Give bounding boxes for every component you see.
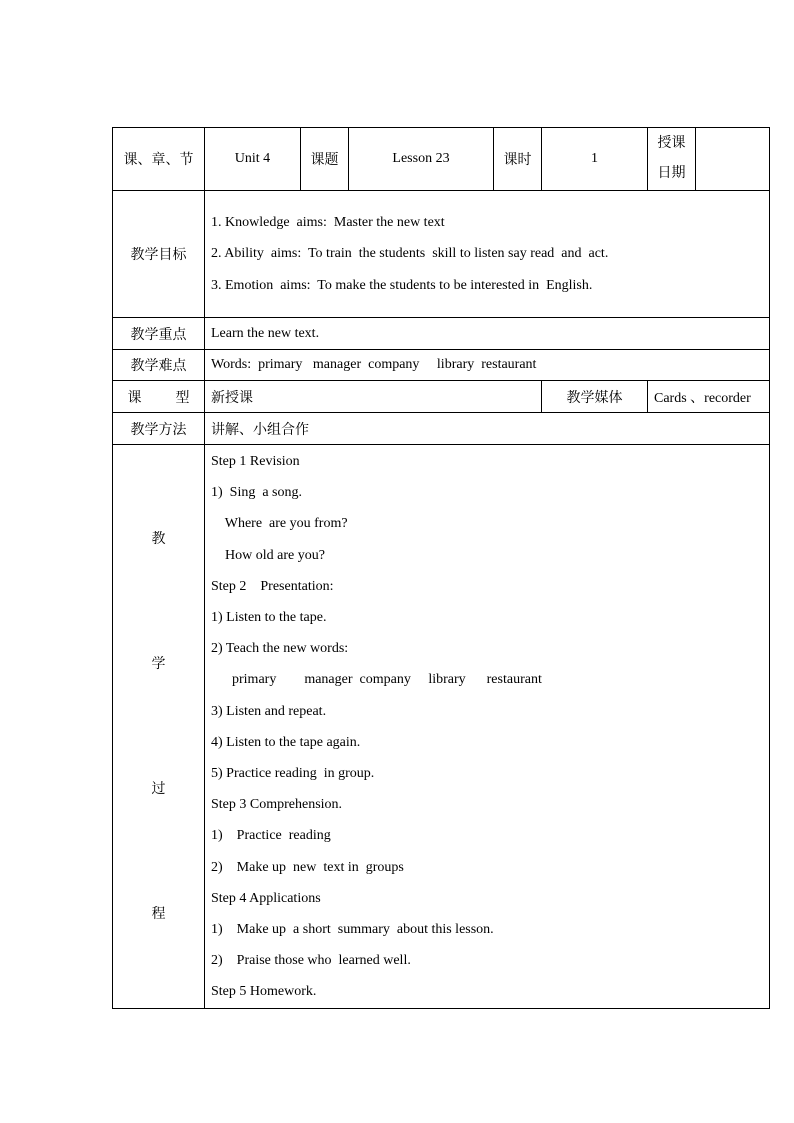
lesson-plan-table — [112, 127, 770, 1009]
process-line: 1) Make up a short summary about this lesson. — [211, 922, 494, 938]
difficulties-label: 教学难点 — [113, 350, 205, 381]
methods-value: 讲解、小组合作 — [205, 413, 770, 445]
process-line: How old are you? — [211, 547, 325, 563]
difficulties-row — [113, 350, 770, 381]
objective-line: 1. Knowledge aims: Master the new text — [211, 214, 445, 230]
process-line: 5) Practice reading in group. — [211, 766, 375, 782]
process-label-char: 教 — [151, 531, 166, 547]
methods-row — [113, 413, 770, 445]
date-label-line-2: 日期 — [657, 166, 686, 181]
process-line: 2) Teach the new words: — [211, 641, 349, 657]
period-value: 1 — [542, 128, 648, 191]
unit-value: Unit 4 — [205, 128, 301, 191]
section-label: 课、章、节 — [113, 128, 205, 191]
process-line: Step 1 Revision — [211, 454, 300, 469]
period-label: 课时 — [494, 128, 542, 191]
process-line: 1) Sing a song. — [211, 485, 302, 501]
process-line: 3) Listen and repeat. — [211, 703, 327, 719]
lesson-type-row — [113, 381, 770, 413]
process-label-char: 学 — [151, 656, 166, 672]
date-label-line-1: 授课 — [657, 136, 686, 151]
media-label: 教学媒体 — [542, 381, 648, 413]
date-label — [648, 128, 696, 191]
key-points-row — [113, 318, 770, 350]
process-label-char: 过 — [151, 781, 166, 797]
process-line: 1) Practice reading — [211, 828, 331, 844]
process-label-char: 程 — [151, 906, 166, 922]
process-line: Step 3 Comprehension. — [211, 797, 343, 813]
process-line: 2) Make up new text in groups — [211, 859, 404, 875]
process-content — [205, 445, 770, 1009]
lesson-type-value: 新授课 — [205, 381, 542, 413]
key-points-value: Learn the new text. — [205, 318, 770, 350]
topic-label: 课题 — [301, 128, 349, 191]
objectives-content — [205, 191, 770, 318]
objectives-row — [113, 191, 770, 318]
difficulties-value: Words: primary manager company library restaurant — [205, 350, 770, 381]
process-line: primary manager company library restaurant — [211, 672, 542, 688]
lesson-type-label-char-2: 型 — [175, 390, 190, 406]
process-row — [113, 445, 770, 1009]
process-label-chars — [113, 446, 204, 1007]
process-line: Where are you from? — [211, 516, 348, 532]
process-line: 1) Listen to the tape. — [211, 610, 327, 626]
objective-line: 3. Emotion aims: To make the students to be interested in English. — [211, 277, 593, 293]
process-line: Step 5 Homework. — [211, 984, 317, 1000]
key-points-label: 教学重点 — [113, 318, 205, 350]
process-line: Step 4 Applications — [211, 890, 321, 906]
lesson-type-label-char-1: 课 — [127, 390, 142, 406]
date-value — [696, 128, 770, 191]
methods-label: 教学方法 — [113, 413, 205, 445]
lesson-value: Lesson 23 — [349, 128, 494, 191]
process-line: 4) Listen to the tape again. — [211, 734, 361, 750]
process-line: 2) Praise those who learned well. — [211, 953, 411, 969]
process-label — [113, 445, 205, 1009]
process-line: Step 2 Presentation: — [211, 578, 334, 594]
header-row — [113, 128, 770, 191]
objective-line: 2. Ability aims: To train the students skill to listen say read and act. — [211, 246, 609, 262]
objectives-label: 教学目标 — [113, 191, 205, 318]
lesson-type-label — [113, 381, 205, 413]
media-value: Cards 、recorder — [648, 381, 770, 413]
